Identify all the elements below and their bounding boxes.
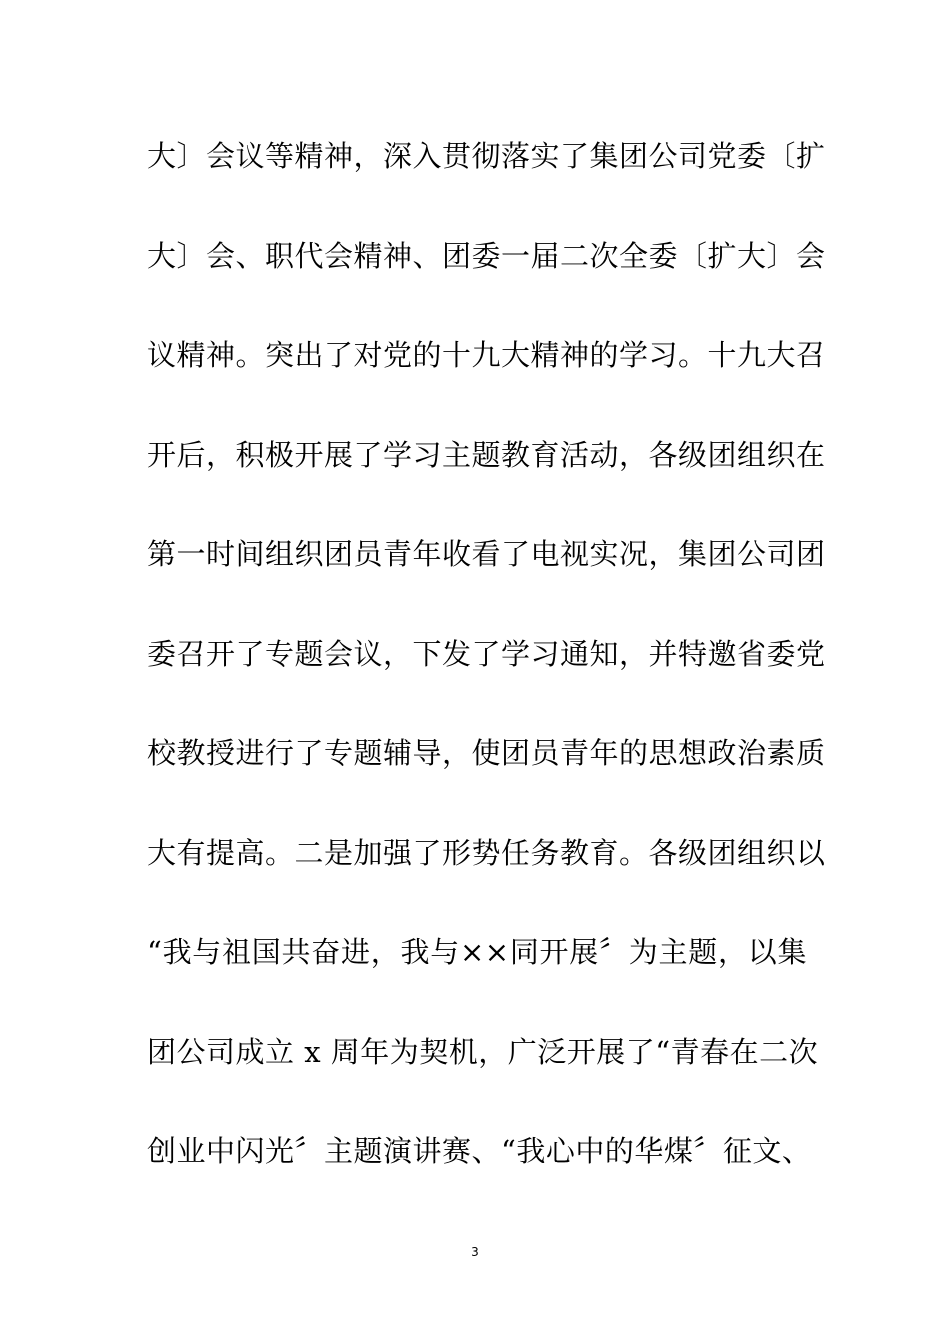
text-line: 创业中闪光〞主题演讲赛、“我心中的华煤〞征文、 [147, 1134, 812, 1168]
text-line: “我与祖国共奋进，我与××同开展〞为主题，以集 [147, 935, 807, 969]
text-line: 大〕会、职代会精神、团委一届二次全委〔扩大〕会 [147, 238, 826, 273]
text-line: 大〕会议等精神，深入贯彻落实了集团公司党委〔扩 [147, 139, 826, 173]
text-line: 开后，积极开展了学习主题教育活动，各级团组织在 [147, 437, 826, 472]
text-line: 团公司成立 x 周年为契机，广泛开展了“青春在二次 [147, 1034, 819, 1069]
text-line: 第一时间组织团员青年收看了电视实况，集团公司团 [147, 537, 826, 571]
page-number: 3 [471, 1245, 479, 1259]
body-text [147, 128, 826, 1223]
text-line: 委召开了专题会议，下发了学习通知，并特邀省委党 [147, 636, 826, 671]
text-line: 议精神。突出了对党的十九大精神的学习。十九大召 [147, 338, 826, 372]
text-line: 校教授进行了专题辅导，使团员青年的思想政治素质 [147, 736, 826, 770]
text-line: 大有提高。二是加强了形势任务教育。各级团组织以 [147, 835, 826, 870]
